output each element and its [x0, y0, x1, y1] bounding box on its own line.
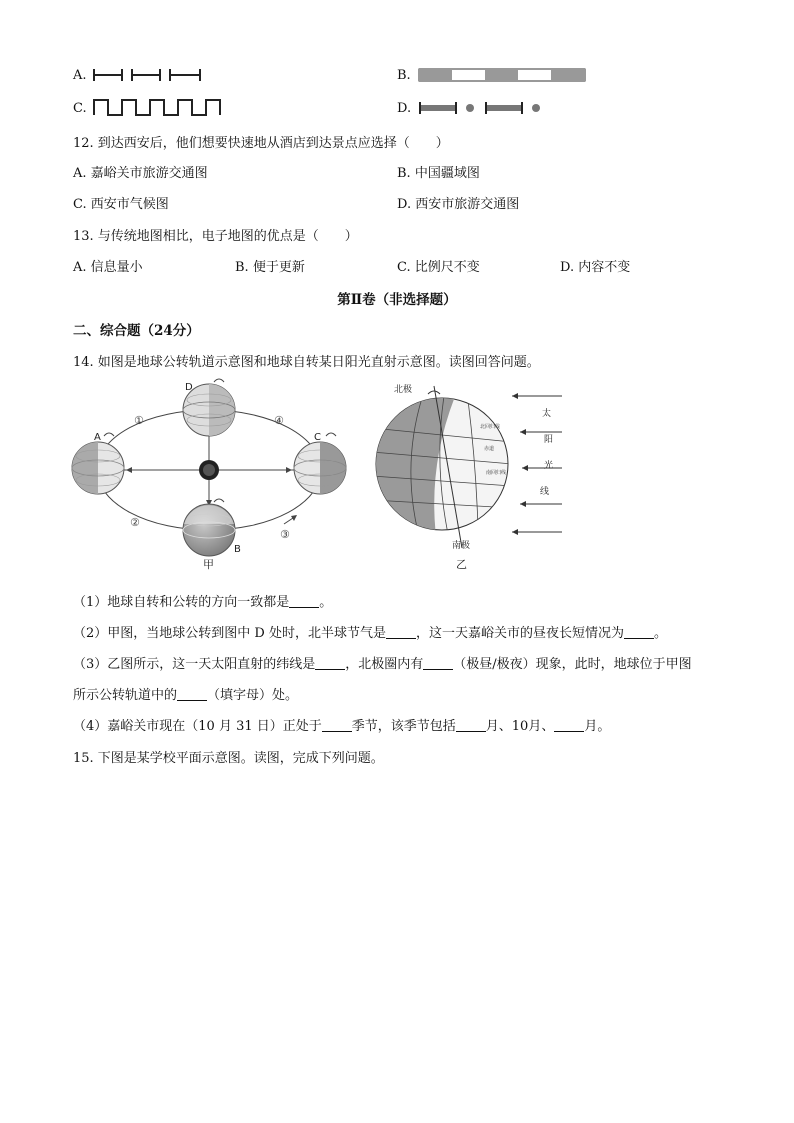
orbit-label-d: D — [185, 382, 193, 393]
q12-option-c: C. 西安市气候图 — [73, 197, 169, 212]
sunlight-label-1: 太 — [542, 409, 552, 419]
orbit-label-2: ② — [130, 516, 140, 529]
q14-sub4-text-3: 月、10月、 — [485, 719, 555, 734]
q14-sub3-text: （3）乙图所示，这一天太阳直射的纬线是 — [73, 657, 316, 672]
orbit-label-a: A — [94, 432, 101, 443]
south-pole-label: 南极 — [452, 541, 471, 551]
q14-sub3-text-3: （极昼/极夜）现象，此时，地球位于甲图 — [453, 657, 692, 672]
q11-option-c-scale-icon — [92, 97, 224, 117]
q11-option-d-label: D. — [397, 101, 412, 116]
q14-sub3-end: （填字母）处。 — [207, 688, 299, 703]
q11-option-c-label: C. — [73, 101, 87, 116]
q13-option-a: A. 信息量小 — [73, 260, 143, 275]
q11-option-b-scale-icon — [418, 68, 586, 82]
tropic-capricorn-label: 南回归线 — [486, 470, 507, 476]
q14-stem: 14. 如图是地球公转轨道示意图和地球自转某日阳光直射示意图。读图回答问题。 — [73, 355, 540, 370]
q14-sub4-blank-3[interactable] — [554, 719, 584, 732]
orbit-diagram — [66, 376, 356, 572]
q14-sub1-text: （1）地球自转和公转的方向一致都是 — [73, 595, 290, 610]
q14-sub2-blank-2[interactable] — [624, 626, 654, 639]
q11-option-a-label: A. — [73, 68, 87, 83]
volume-title: 第Ⅱ卷（非选择题） — [337, 292, 457, 308]
q14-sub2 — [73, 622, 667, 641]
q12-stem: 12. 到达西安后，他们想要快速地从酒店到达景点应选择（ ） — [73, 136, 449, 151]
q11-option-d-scale-icon — [418, 99, 544, 117]
q13-option-c: C. 比例尺不变 — [397, 260, 480, 275]
q15-stem: 15. 下图是某学校平面示意图。读图，完成下列问题。 — [73, 751, 384, 766]
orbit-label-b: B — [234, 544, 241, 555]
q12-option-b: B. 中国疆域图 — [397, 166, 480, 181]
q11-option-b-label: B. — [397, 68, 411, 83]
q14-sub4-end: 月。 — [584, 719, 611, 734]
sunlight-label-2: 阳 — [544, 435, 554, 445]
q14-sub4-blank-2[interactable] — [456, 719, 486, 732]
q14-sub4-text: （4）嘉峪关市现在（10 月 31 日）正处于 — [73, 719, 322, 734]
q14-sub2-text: （2）甲图，当地球公转到图中 D 处时，北半球节气是 — [73, 626, 386, 641]
q14-sub3-cont — [73, 684, 298, 703]
q14-sub1-end: 。 — [319, 595, 333, 610]
sunlight-label-3: 光 — [544, 461, 554, 471]
sunlight-arrows — [512, 396, 562, 532]
sunlight-globe-diagram — [372, 376, 572, 572]
q13-option-b: B. 便于更新 — [235, 260, 305, 275]
q14-sub1 — [73, 591, 332, 610]
q14-sub4-blank-1[interactable] — [322, 719, 352, 732]
orbit-label-4: ④ — [274, 414, 284, 427]
orbit-label-1: ① — [134, 414, 144, 427]
q14-sub2-blank-1[interactable] — [386, 626, 416, 639]
figure-caption-yi: 乙 — [456, 558, 467, 571]
q14-sub4 — [73, 715, 610, 734]
q12-option-a: A. 嘉峪关市旅游交通图 — [73, 166, 208, 181]
q13-option-d: D. 内容不变 — [560, 260, 631, 275]
sunlight-label-4: 线 — [540, 487, 550, 497]
q14-sub2-text-2: ，这一天嘉峪关市的昼夜长短情况为 — [415, 626, 624, 641]
tropic-cancer-label: 北回归线 — [480, 424, 501, 430]
q14-sub3 — [73, 653, 692, 672]
earth-c-icon — [294, 442, 346, 494]
q11-option-a-scale-icon — [92, 66, 204, 84]
q14-sub3-blank-2[interactable] — [423, 657, 453, 670]
q13-stem: 13. 与传统地图相比，电子地图的优点是（ ） — [73, 229, 358, 244]
q14-sub1-blank[interactable] — [289, 595, 319, 608]
q14-sub3-text-2: ，北极圈内有 — [345, 657, 424, 672]
q14-sub3-text-4: 所示公转轨道中的 — [73, 688, 178, 703]
earth-b-icon — [183, 504, 235, 556]
q14-sub2-end: 。 — [653, 626, 667, 641]
north-pole-label: 北极 — [394, 385, 413, 395]
figure-caption-jia: 甲 — [203, 558, 214, 571]
earth-a-icon — [72, 442, 124, 494]
part-title: 二、综合题（24分） — [73, 323, 200, 339]
q14-sub3-blank-3[interactable] — [177, 688, 207, 701]
orbit-label-c: C — [314, 432, 321, 443]
q12-option-d: D. 西安市旅游交通图 — [397, 197, 520, 212]
equator-label: 赤道 — [484, 446, 495, 452]
orbit-label-3: ③ — [280, 528, 290, 541]
q14-sub3-blank-1[interactable] — [315, 657, 345, 670]
q14-sub4-text-2: 季节，该季节包括 — [351, 719, 456, 734]
